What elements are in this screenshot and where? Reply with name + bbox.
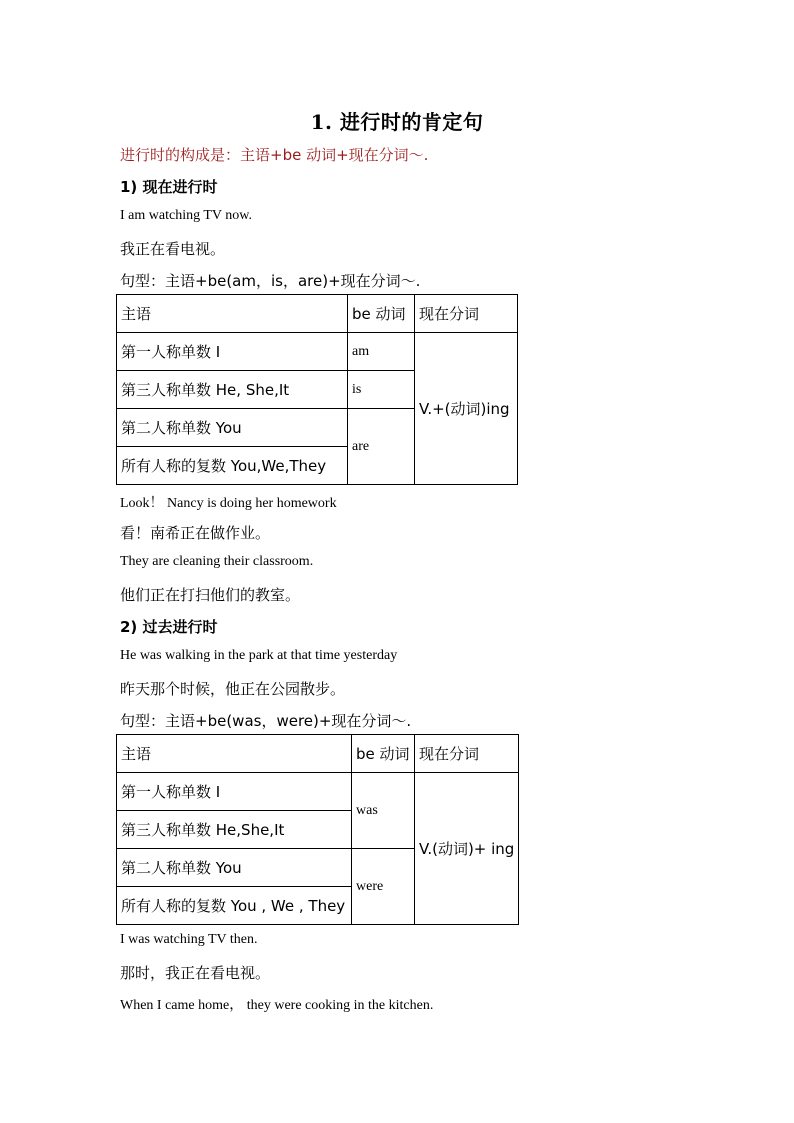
s2-pattern: 句型：主语+be(was，were)+现在分词～. <box>120 712 412 730</box>
subject-cell: 所有人称的复数 You , We , They <box>117 887 352 925</box>
be-cell: was <box>352 773 415 849</box>
s1-example3-cn: 他们正在打扫他们的教室。 <box>120 586 301 604</box>
subject-cell: 第二人称单数 You <box>117 409 348 447</box>
table-row <box>117 333 518 371</box>
be-cell: are <box>348 409 415 485</box>
table-header-row <box>117 295 518 333</box>
participle-cell: V.+(动词)ing <box>415 333 518 485</box>
s2-example2-cn: 那时，我正在看电视。 <box>120 964 271 982</box>
be-cell: is <box>348 371 415 409</box>
subject-cell: 第三人称单数 He, She,It <box>117 371 348 409</box>
header-subject: 主语 <box>117 295 348 333</box>
header-be: be 动词 <box>352 735 415 773</box>
s1-example3-en: They are cleaning their classroom. <box>120 554 314 569</box>
s2-example1-en: He was walking in the park at that time yesterday <box>120 648 398 663</box>
header-participle: 现在分词 <box>415 295 518 333</box>
header-participle: 现在分词 <box>415 735 519 773</box>
intro-text: 进行时的构成是：主语+be 动词+现在分词～. <box>120 146 429 164</box>
s1-example2-cn: 看！南希正在做作业。 <box>120 524 271 542</box>
section1-heading: 1) 现在进行时 <box>120 178 218 196</box>
be-cell: were <box>352 849 415 925</box>
past-continuous-table <box>116 734 519 925</box>
s1-example2-en: Look！ Nancy is doing her homework <box>120 496 337 511</box>
subject-cell: 所有人称的复数 You,We,They <box>117 447 348 485</box>
header-be: be 动词 <box>348 295 415 333</box>
present-continuous-table <box>116 294 518 485</box>
s1-example1-cn: 我正在看电视。 <box>120 240 226 258</box>
s2-example3-en: When I came home， they were cooking in the kitchen. <box>120 998 434 1013</box>
subject-cell: 第一人称单数 I <box>117 333 348 371</box>
subject-cell: 第三人称单数 He,She,It <box>117 811 352 849</box>
page-title: 1. 进行时的肯定句 <box>310 110 484 134</box>
be-cell: am <box>348 333 415 371</box>
section2-heading: 2) 过去进行时 <box>120 618 218 636</box>
s2-example2-en: I was watching TV then. <box>120 932 258 947</box>
table-row <box>117 773 519 811</box>
participle-cell: V.(动词)+ ing <box>415 773 519 925</box>
table-header-row <box>117 735 519 773</box>
subject-cell: 第一人称单数 I <box>117 773 352 811</box>
subject-cell: 第二人称单数 You <box>117 849 352 887</box>
s1-pattern: 句型：主语+be(am，is，are)+现在分词～. <box>120 272 421 290</box>
header-subject: 主语 <box>117 735 352 773</box>
s2-example1-cn: 昨天那个时候，他正在公园散步。 <box>120 680 346 698</box>
s1-example1-en: I am watching TV now. <box>120 208 252 223</box>
